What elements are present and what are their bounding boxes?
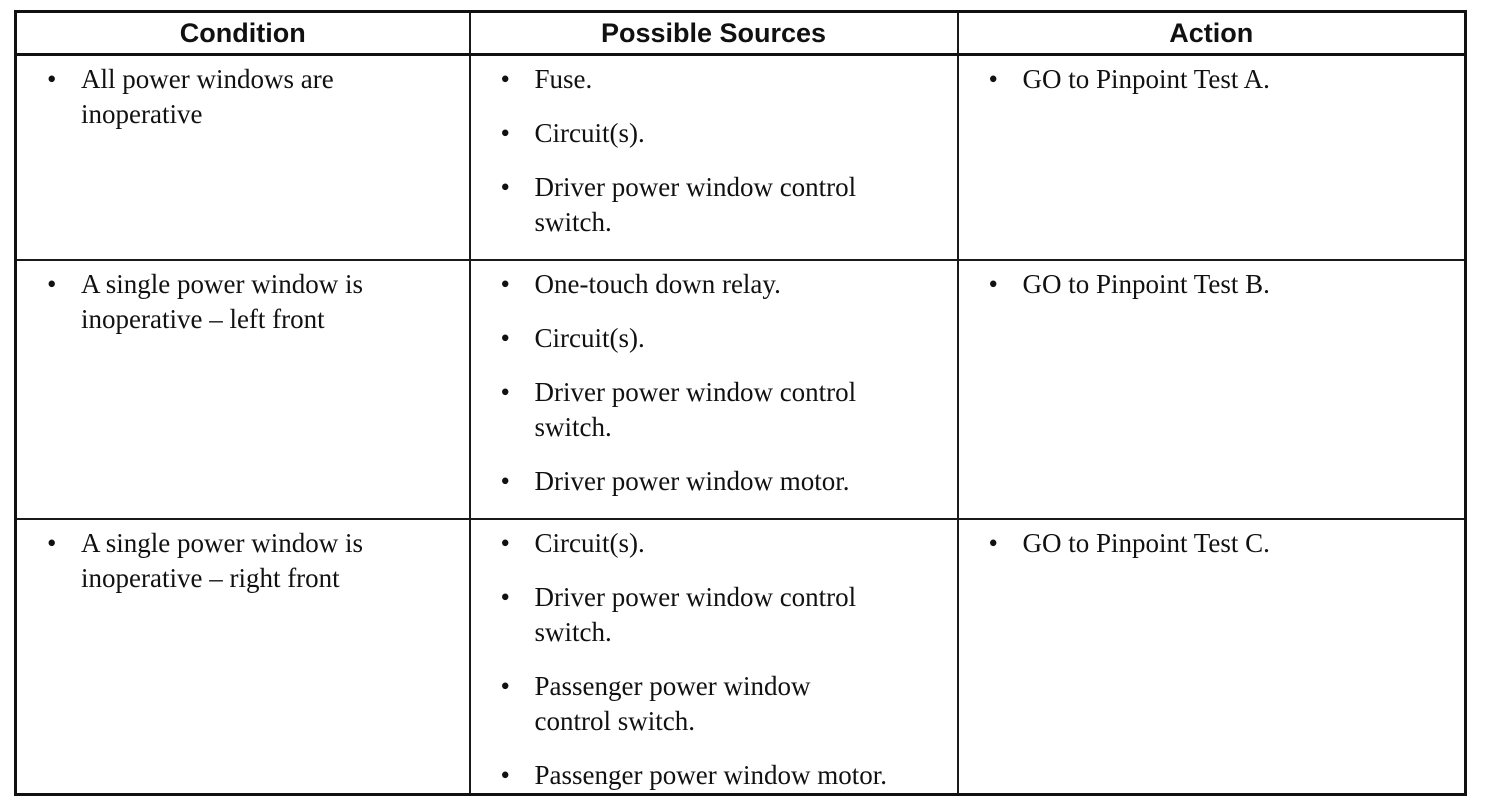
header-condition: Condition: [16, 12, 470, 55]
condition-list: [17, 267, 459, 337]
action-list: [959, 62, 1455, 97]
source-item: • Driver power window control switch.: [471, 170, 947, 240]
sources-list: [471, 267, 947, 499]
condition-cell: [16, 55, 470, 261]
condition-cell: [16, 519, 470, 795]
action-item: • GO to Pinpoint Test C.: [959, 526, 1455, 561]
condition-item: • A single power window is inoperative – right front: [17, 526, 459, 596]
sources-list: [471, 526, 947, 793]
table-row: [16, 519, 1466, 795]
action-item: • GO to Pinpoint Test A.: [959, 62, 1455, 97]
action-item: • GO to Pinpoint Test B.: [959, 267, 1455, 302]
source-item: • Passenger power window control switch.: [471, 669, 947, 739]
header-possible-sources: Possible Sources: [470, 12, 958, 55]
sources-cell: [470, 260, 958, 519]
table-row: [16, 55, 1466, 261]
sources-cell: [470, 519, 958, 795]
source-item: • Circuit(s).: [471, 321, 947, 356]
action-list: [959, 267, 1455, 302]
condition-item: • A single power window is inoperative – left front: [17, 267, 459, 337]
table-row: [16, 260, 1466, 519]
source-item: • Driver power window control switch.: [471, 375, 947, 445]
condition-cell: [16, 260, 470, 519]
source-item: • Circuit(s).: [471, 526, 947, 561]
condition-list: [17, 62, 459, 132]
sources-cell: [470, 55, 958, 261]
sources-list: [471, 62, 947, 240]
condition-list: [17, 526, 459, 596]
diagnostic-table-container: [14, 10, 1464, 790]
symptom-chart-table: [14, 10, 1467, 796]
source-item: • Circuit(s).: [471, 116, 947, 151]
header-action: Action: [958, 12, 1466, 55]
table-header-row: [16, 12, 1466, 55]
source-item: • One-touch down relay.: [471, 267, 947, 302]
action-cell: [958, 519, 1466, 795]
source-item: • Passenger power window motor.: [471, 758, 947, 793]
source-item: • Driver power window control switch.: [471, 580, 947, 650]
source-item: • Fuse.: [471, 62, 947, 97]
condition-item: • All power windows are inoperative: [17, 62, 459, 132]
action-cell: [958, 260, 1466, 519]
action-cell: [958, 55, 1466, 261]
source-item: • Driver power window motor.: [471, 464, 947, 499]
action-list: [959, 526, 1455, 561]
